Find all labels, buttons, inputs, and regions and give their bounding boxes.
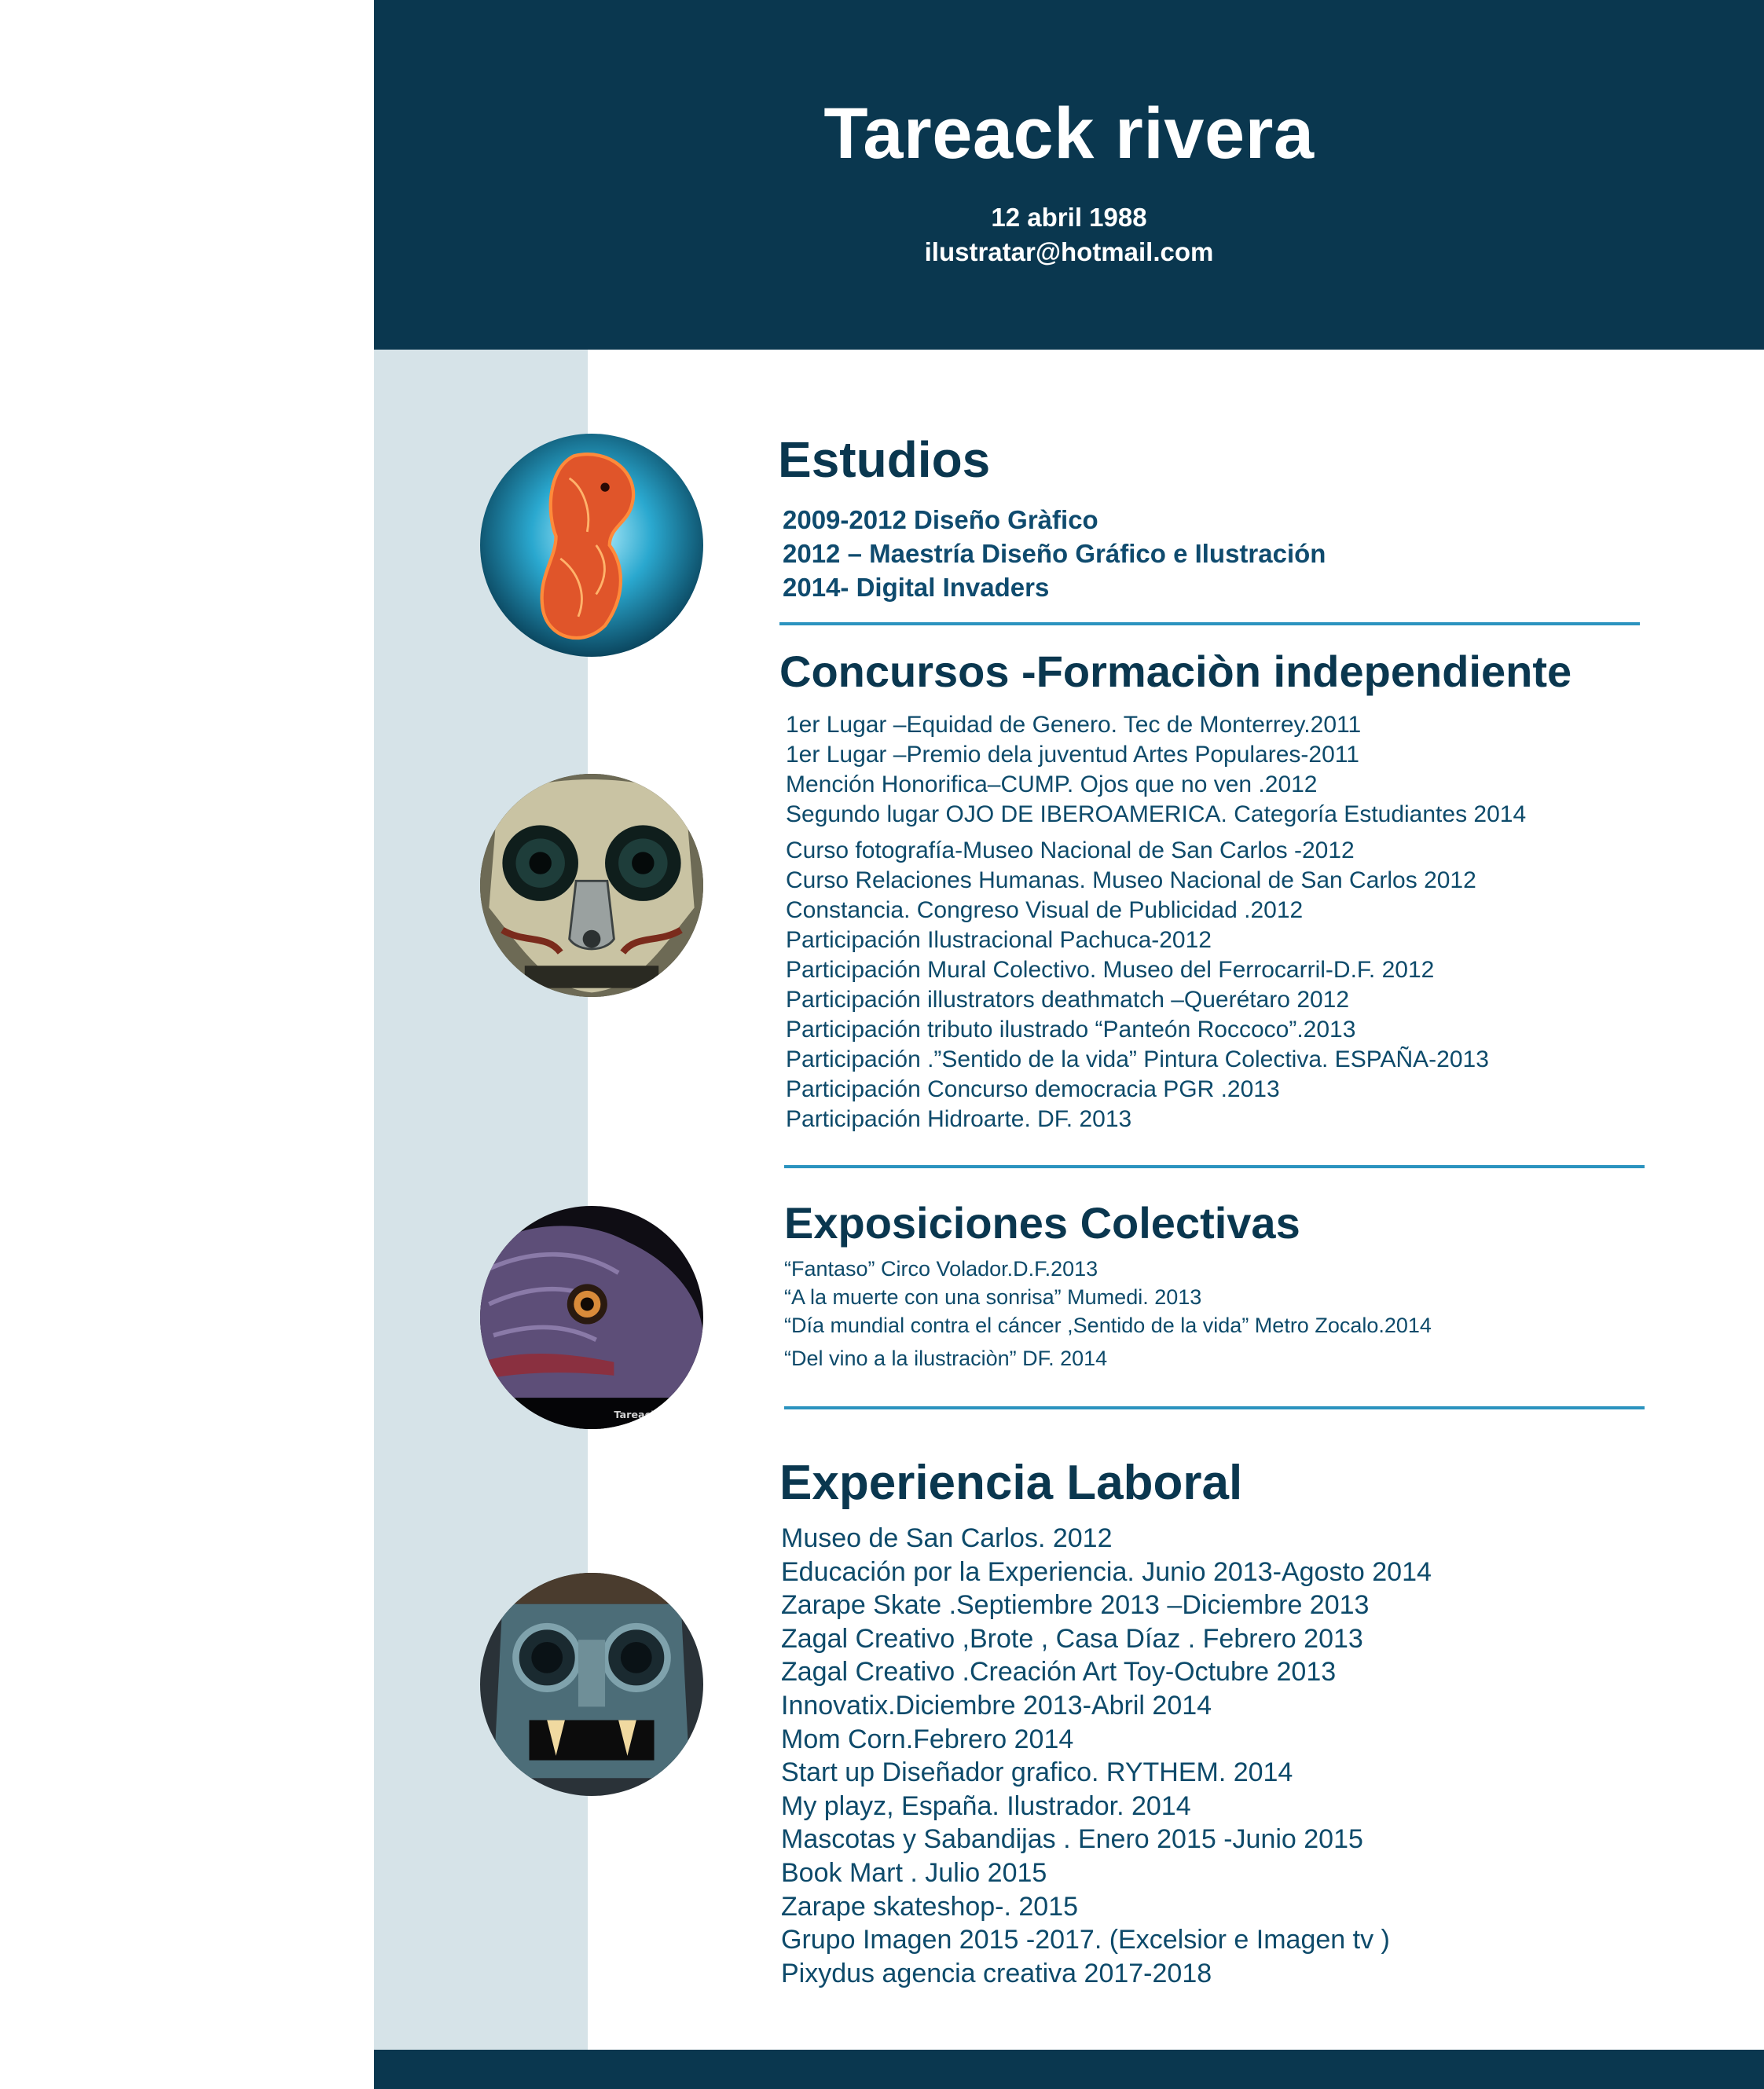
list-item: Mom Corn.Febrero 2014 [781,1724,1074,1754]
list-item: Participación Concurso democracia PGR .2013 [786,1076,1280,1102]
list-item: “Del vino a la ilustraciòn” DF. 2014 [784,1347,1108,1370]
list-item: Start up Diseñador grafico. RYTHEM. 2014 [781,1757,1293,1788]
list-item: Mascotas y Sabandijas . Enero 2015 -Junio 2015 [781,1824,1363,1855]
list-item: Innovatix.Diciembre 2013-Abril 2014 [781,1690,1212,1721]
exposiciones-list [784,1255,1432,1373]
artwork-fetus-thumbnail [480,434,703,657]
section-divider [784,1406,1645,1409]
list-item: Grupo Imagen 2015 -2017. (Excelsior e Imagen tv ) [781,1925,1390,1955]
person-name: Tareack rivera [823,93,1315,174]
list-item: “Día mundial contra el cáncer ,Sentido de la vida” Metro Zocalo.2014 [784,1314,1432,1337]
list-item: Participación Mural Colectivo. Museo del Ferrocarril-D.F. 2012 [786,957,1435,983]
tribal-mask-illustration-image [480,1573,703,1796]
concursos-list-courses [786,836,1489,1134]
list-item: Zarape skateshop-. 2015 [781,1891,1079,1922]
list-item: Book Mart . Julio 2015 [781,1857,1047,1888]
list-item: Segundo lugar OJO DE IBEROAMERICA. Categoría Estudiantes 2014 [786,801,1527,827]
list-item: Museo de San Carlos. 2012 [781,1523,1113,1553]
list-item: Participación Ilustracional Pachuca-2012 [786,927,1212,953]
list-item: Participación .”Sentido de la vida” Pintura Colectiva. ESPAÑA-2013 [786,1046,1489,1072]
birthdate: 12 abril 1988 [991,203,1147,232]
fetus-illustration-image [480,434,703,657]
list-item: Mención Honorifica–CUMP. Ojos que no ven .2012 [786,771,1318,797]
artwork-creature-thumbnail [480,1206,703,1429]
list-item: Zagal Creativo .Creación Art Toy-Octubre 2013 [781,1657,1337,1688]
footer-bar [374,2050,1764,2089]
list-item: 2014- Digital Invaders [783,573,1050,602]
skull-mask-illustration-image [480,774,703,997]
list-item: Constancia. Congreso Visual de Publicidad .2012 [786,897,1304,923]
list-item: 2009-2012 Diseño Gràfico [783,505,1098,534]
section-title-experiencia: Experiencia Laboral [779,1456,1243,1510]
artwork-signature: Tareack R [614,1409,669,1421]
artwork-mask-thumbnail [480,1573,703,1796]
section-title-exposiciones: Exposiciones Colectivas [784,1198,1300,1248]
list-item: 1er Lugar –Premio dela juventud Artes Populares-2011 [786,742,1359,768]
list-item: Educación por la Experiencia. Junio 2013-Agosto 2014 [781,1556,1432,1587]
list-item: Curso Relaciones Humanas. Museo Nacional de San Carlos 2012 [786,867,1476,893]
creature-illustration-image [480,1206,703,1429]
list-item: Participación tributo ilustrado “Panteón Roccoco”.2013 [786,1017,1356,1043]
section-title-estudios: Estudios [778,431,991,488]
header-banner [374,0,1764,350]
list-item: My playz, España. Ilustrador. 2014 [781,1790,1191,1821]
section-divider [784,1165,1645,1168]
list-item: 1er Lugar –Equidad de Genero. Tec de Monterrey.2011 [786,712,1362,738]
list-item: Zarape Skate .Septiembre 2013 –Diciembre 2013 [781,1590,1370,1621]
list-item: Zagal Creativo ,Brote , Casa Díaz . Febrero 2013 [781,1623,1363,1654]
section-divider [779,622,1640,625]
section-title-concursos: Concursos -Formaciòn independiente [779,647,1572,696]
experiencia-list [781,1522,1432,1990]
concursos-list-awards [786,710,1526,830]
list-item: Curso fotografía-Museo Nacional de San Carlos -2012 [786,837,1355,863]
list-item: Pixydus agencia creativa 2017-2018 [781,1958,1212,1988]
list-item: Participación Hidroarte. DF. 2013 [786,1106,1132,1132]
list-item: “A la muerte con una sonrisa” Mumedi. 2013 [784,1285,1202,1309]
estudios-list [783,503,1326,604]
list-item: 2012 – Maestría Diseño Gráfico e Ilustración [783,539,1326,568]
artwork-skull-mask-thumbnail [480,774,703,997]
email: ilustratar@hotmail.com [924,237,1214,266]
list-item: “Fantaso” Circo Volador.D.F.2013 [784,1257,1098,1281]
list-item: Participación illustrators deathmatch –Querétaro 2012 [786,987,1350,1013]
